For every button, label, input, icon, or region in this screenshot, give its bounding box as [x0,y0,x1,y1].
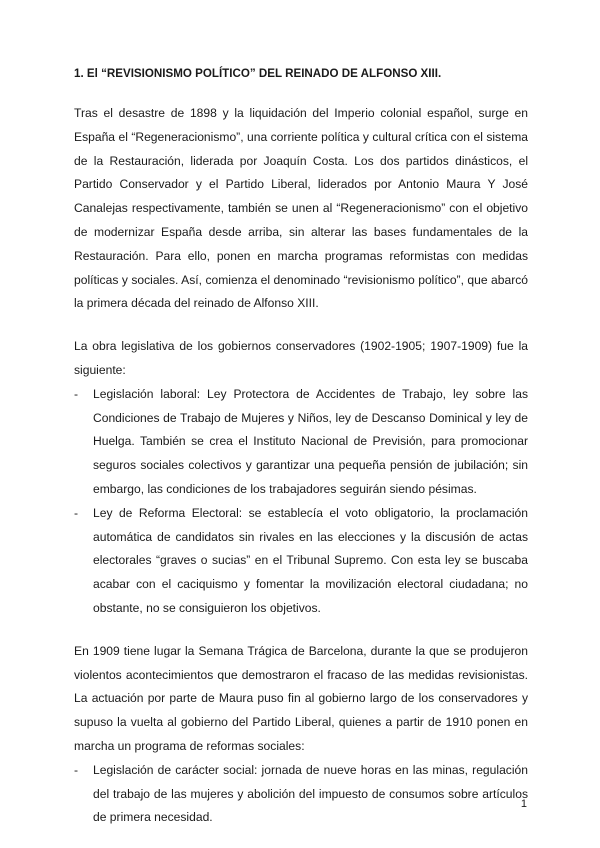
intro-paragraph: Tras el desastre de 1898 y la liquidación del Imperio colonial español, surge en España el “Regeneracionismo”, una corriente política y cultural crítica con el sistema de la Restauración, liderada por Joaquín Costa. Los dos partidos dinásticos, el Partido Conservador y el Partido Liberal, liderados por Antonio Maura Y José Canalejas respectivamente, también se unen al “Regeneracionismo” con el objetivo de modernizar España desde arriba, sin alterar las bases fundamentales de la Restauración. Para ello, ponen en marcha programas reformistas con medidas políticas y sociales. Así, comienza el denominado “revisionismo político”, que abarcó la primera década del reinado de Alfonso XIII. [74,106,528,311]
list-item-text: Legislación laboral: Ley Protectora de Accidentes de Trabajo, ley sobre las Condiciones de Trabajo de Mujeres y Niños, ley de Descanso Dominical y ley de Huelga. También se crea el Instituto Nacional de Previsión, para promocionar seguros sociales colectivos y garantizar una pequeña pensión de jubilación; sin embargo, las condiciones de los trabajadores seguirán siendo pésimas. [93,386,528,496]
paragraph-spacer [74,621,528,640]
conservative-measures-list [74,383,528,621]
section-heading: 1. El “REVISIONISMO POLÍTICO” DEL REINADO DE ALFONSO XIII. [74,67,442,80]
list-item-electoral-reform [74,502,528,621]
list-item-social-legislation [74,759,528,830]
bullet-dash: - [74,505,79,520]
bullet-dash: - [74,762,79,777]
conservative-legislation-paragraph: La obra legislativa de los gobiernos conservadores (1902-1905; 1907-1909) fue la siguiente: [74,339,528,377]
list-item-text: Legislación de carácter social: jornada de nueve horas en las minas, regulación del trabajo de las mujeres y abolición del impuesto de consumos sobre artículos de primera necesidad. [93,762,528,825]
tragic-week-paragraph: En 1909 tiene lugar la Semana Trágica de Barcelona, durante la que se produjeron violentos acontecimientos que demostraron el fracaso de las medidas revisionistas. La actuación por parte de Maura puso fin al gobierno largo de los conservadores y supuso la vuelta al gobierno del Partido Liberal, quienes a partir de 1910 ponen en marcha un programa de reformas sociales: [74,643,528,753]
paragraph-spacer [74,316,528,335]
list-item-labor-legislation [74,383,528,502]
liberal-measures-list [74,759,528,830]
document-body [74,66,528,830]
page-number: 1 [520,798,527,810]
list-item-text: Ley de Reforma Electoral: se establecía el voto obligatorio, la proclamación automática de candidatos sin rivales en las elecciones y la discusión de actas electorales “graves o sucias” en el Tribunal Supremo. Con esta ley se buscaba acabar con el caciquismo y fomentar la movilización electoral ciudadana; no obstante, no se consiguieron los objetivos. [93,505,528,615]
bullet-dash: - [74,386,79,401]
